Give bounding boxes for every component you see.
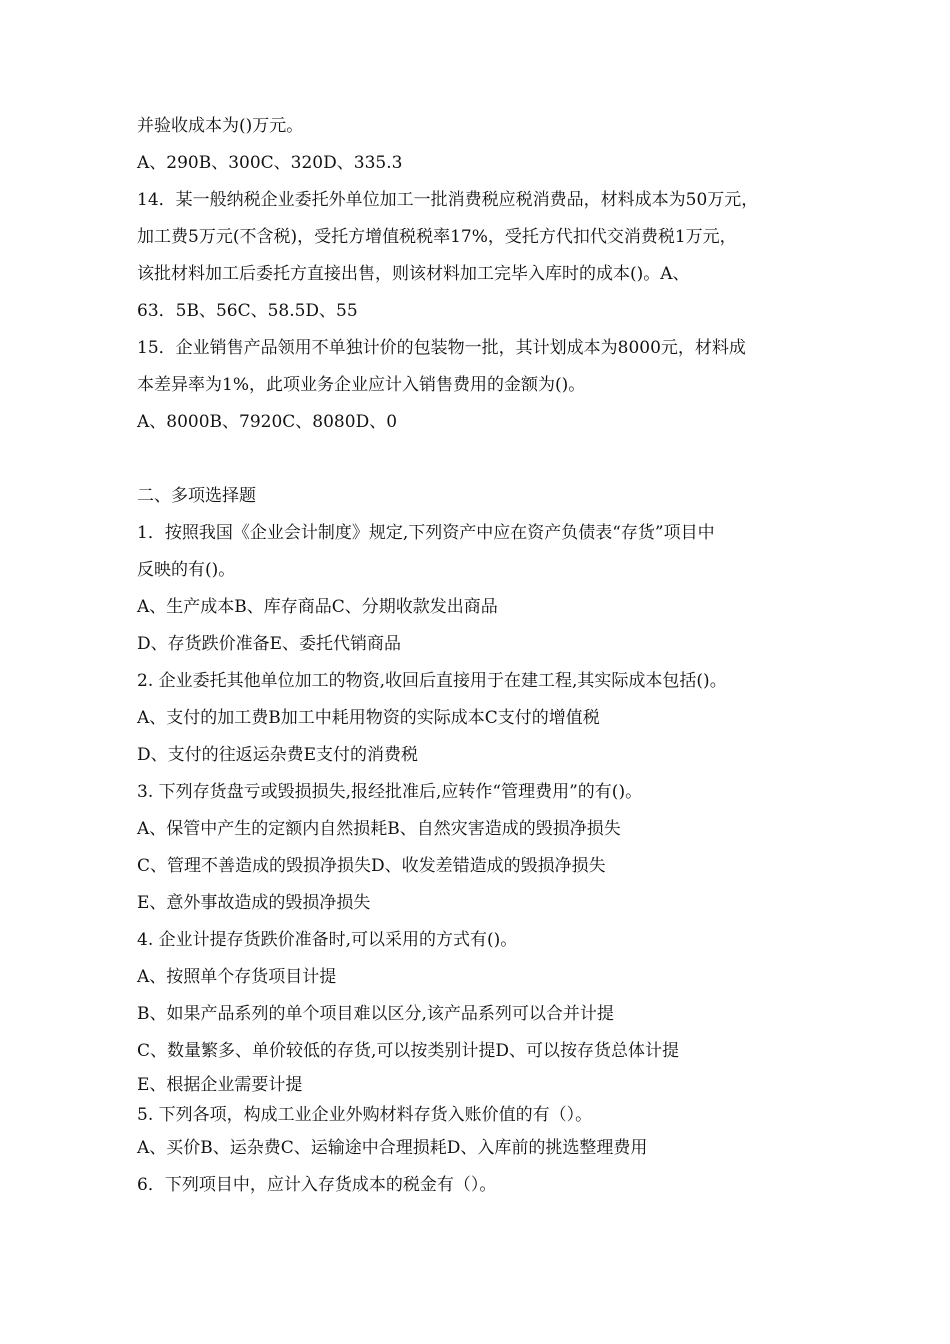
- text-line: E、意外事故造成的毁损净损失: [137, 893, 371, 913]
- text-line: 5. 下列各项，构成工业企业外购材料存货入账价值的有（）。: [137, 1105, 593, 1125]
- question-15-line: 15．企业销售产品领用不单独计价的包装物一批，其计划成本为8000元，材料成: [137, 338, 746, 358]
- text-line: 反映的有()。: [137, 560, 236, 580]
- text-line: 1．按照我国《企业会计制度》规定,下列资产中应在资产负债表“存货”项目中: [137, 523, 715, 543]
- text-line: A、保管中产生的定额内自然损耗B、自然灾害造成的毁损净损失: [137, 819, 621, 839]
- text-line: E、根据企业需要计提: [137, 1075, 303, 1095]
- text-line: 2. 企业委托其他单位加工的物资,收回后直接用于在建工程,其实际成本包括()。: [137, 671, 727, 691]
- text-line: 该批材料加工后委托方直接出售，则该材料加工完毕入库时的成本()。A、: [137, 264, 690, 284]
- text-line: C、管理不善造成的毁损净损失D、收发差错造成的毁损净损失: [137, 856, 606, 876]
- text-line: B、如果产品系列的单个项目难以区分,该产品系列可以合并计提: [137, 1004, 614, 1024]
- text-line: 4. 企业计提存货跌价准备时,可以采用的方式有()。: [137, 930, 518, 950]
- text-line: A、生产成本B、库存商品C、分期收款发出商品: [137, 597, 498, 617]
- question-14-line: 14．某一般纳税企业委托外单位加工一批消费税应税消费品，材料成本为50万元，: [137, 190, 759, 210]
- text-line: 并验收成本为()万元。: [137, 116, 304, 136]
- text-line: 63．5B、56C、58.5D、55: [137, 301, 358, 321]
- text-line: A、290B、300C、320D、335.3: [137, 153, 403, 173]
- text-line: 6．下列项目中，应计入存货成本的税金有（）。: [137, 1175, 497, 1195]
- text-line: 3. 下列存货盘亏或毁损损失,报经批准后,应转作“管理费用”的有()。: [137, 782, 643, 802]
- section-gap: [137, 441, 850, 478]
- text-line: C、数量繁多、单价较低的存货,可以按类别计提D、可以按存货总体计提: [137, 1041, 680, 1061]
- text-line: A、按照单个存货项目计提: [137, 967, 337, 987]
- text-line: 加工费5万元(不含税)，受托方增值税税率17%，受托方代扣代交消费税1万元，: [137, 227, 737, 247]
- text-line: D、存货跌价准备E、委托代销商品: [137, 634, 402, 654]
- text-line: A、支付的加工费B加工中耗用物资的实际成本C支付的增值税: [137, 708, 600, 728]
- text-line: D、支付的往返运杂费E支付的消费税: [137, 745, 419, 765]
- section-heading: 二、多项选择题: [137, 486, 256, 506]
- text-line: A、8000B、7920C、8080D、0: [137, 412, 398, 432]
- text-line: A、买价B、运杂费C、运输途中合理损耗D、入库前的挑选整理费用: [137, 1138, 648, 1158]
- text-line: 本差异率为1%，此项业务企业应计入销售费用的金额为()。: [137, 375, 586, 395]
